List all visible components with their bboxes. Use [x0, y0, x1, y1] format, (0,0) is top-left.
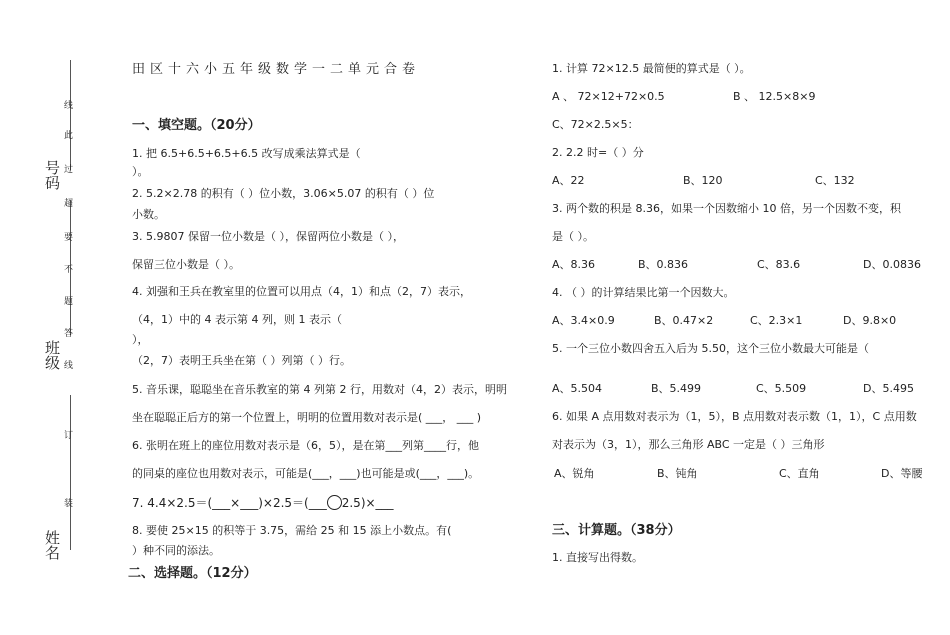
seal-char: 不 — [62, 264, 72, 273]
seal-char: 过 — [62, 164, 72, 173]
fill-q1: 1. 把 6.5+6.5+6.5+6.5 改写成乘法算式是（ — [132, 147, 361, 160]
fill-q3: 3. 5.9807 保留一位小数是（ ），保留两位小数是（ ）， — [132, 230, 404, 243]
calc-q1: 1. 直接写出得数。 — [552, 551, 643, 564]
fill-q4: 4. 刘强和王兵在教室里的位置可以用点（4，1）和点（2，7）表示， — [132, 285, 471, 298]
fill-q7 — [132, 494, 394, 511]
section-fill-blank-heading: 一、填空题。（20分） — [132, 118, 261, 133]
seal-char: 答 — [62, 328, 72, 337]
blank-circle-icon — [327, 495, 342, 510]
choice-q5-option: C、5.509 — [756, 382, 807, 395]
choice-q6-option: A、锐角 — [554, 467, 595, 480]
fill-q6-line2: 的同桌的座位也用数对表示，可能是(___，___)也可能是或(___，___)。 — [132, 467, 480, 480]
fill-q6: 6. 张明在班上的座位用数对表示是（6，5），是在第___列第____行，他 — [132, 439, 479, 452]
fill-q4-line3: ）， — [132, 333, 149, 346]
choice-q1-option-b: B 、 12.5×8×9 — [733, 90, 816, 103]
choice-q4: 4. （ ）的计算结果比第一个因数大。 — [552, 286, 735, 299]
choice-q4-option: B、0.47×2 — [654, 314, 714, 327]
fill-q3-end: 保留三位小数是（ ）。 — [132, 258, 240, 271]
choice-q4-option: C、2.3×1 — [750, 314, 803, 327]
choice-q4-option: D、9.8×0 — [843, 314, 897, 327]
student-name-label: 姓名 — [43, 530, 61, 560]
choice-q2-option: A、22 — [552, 174, 585, 187]
choice-q3-line2: 是（ ）。 — [552, 230, 594, 243]
choice-q5-option: B、5.499 — [651, 382, 702, 395]
choice-q2-option: B、120 — [683, 174, 723, 187]
seal-char: 题 — [62, 296, 72, 305]
choice-q3-option: A、8.36 — [552, 258, 596, 271]
choice-q6-option: D、等腰 — [881, 467, 923, 480]
choice-q3: 3. 两个数的积是 8.36，如果一个因数缩小 10 倍，另一个因数不变，积 — [552, 202, 901, 215]
seal-char: 超 — [62, 198, 72, 207]
binding-line-top — [70, 60, 71, 170]
binding-line-bottom — [70, 395, 71, 550]
choice-q1: 1. 计算 72×12.5 最简便的算式是（ ）。 — [552, 62, 751, 75]
choice-q6: 6. 如果 A 点用数对表示为（1，5），B 点用数对表示数（1，1），C 点用数 — [552, 410, 917, 423]
fill-q2: 2. 5.2×2.78 的积有（ ）位小数，3.06×5.07 的积有（ ）位 — [132, 187, 435, 200]
fill-q2-end: 小数。 — [132, 208, 165, 221]
choice-q6-line2: 对表示为（3，1），那么三角形 ABC 一定是（ ）三角形 — [552, 438, 825, 451]
seal-char: 要 — [62, 232, 72, 241]
choice-q6-option: B、钝角 — [657, 467, 698, 480]
choice-q1-option-c: C、72×2.5×5： — [552, 118, 639, 131]
choice-q5-option: D、5.495 — [863, 382, 914, 395]
seal-char: 线 — [62, 100, 72, 109]
fill-q5: 5. 音乐课，聪聪坐在音乐教室的第 4 列第 2 行，用数对（4，2）表示，明明 — [132, 383, 507, 396]
choice-q2: 2. 2.2 时=（ ）分 — [552, 146, 644, 159]
choice-q3-option: C、83.6 — [757, 258, 801, 271]
fill-q5-line2: 坐在聪聪正后方的第一个位置上，明明的位置用数对表示是( ___， ___ ) — [132, 411, 482, 424]
page-title: 田区十六小五年级数学一二单元合卷 — [132, 62, 421, 77]
fill-q1-end: ）。 — [132, 165, 149, 178]
choice-q5: 5. 一个三位小数四舍五入后为 5.50，这个三位小数最大可能是（ — [552, 342, 869, 355]
class-label: 班级 — [43, 340, 61, 370]
choice-q6-option: C、直角 — [779, 467, 820, 480]
seal-char: 订 — [62, 430, 72, 439]
section-calculation-heading: 三、计算题。（38分） — [552, 523, 681, 538]
fill-q8: 8. 要使 25×15 的积等于 3.75，需给 25 和 15 添上小数点。有( — [132, 524, 452, 537]
choice-q5-option: A、5.504 — [552, 382, 603, 395]
choice-q2-option: C、132 — [815, 174, 855, 187]
seal-char: 线 — [62, 360, 72, 369]
choice-q4-option: A、3.4×0.9 — [552, 314, 615, 327]
fill-q4-line2: （4，1）中的 4 表示第 4 列，则 1 表示（ — [132, 313, 342, 326]
choice-q3-option: D、0.0836 — [863, 258, 921, 271]
fill-q8-line2: ）种不同的添法。 — [132, 544, 220, 557]
section-choice-heading: 二、选择题。（12分） — [128, 566, 257, 581]
fill-q7-pre: 7. 4.4×2.5＝(___×___)×2.5＝(___ — [132, 496, 327, 510]
fill-q4-line4: （2，7）表明王兵坐在第（ ）列第（ ）行。 — [132, 354, 351, 367]
student-number-label: 号码 — [43, 160, 61, 190]
seal-char: 装 — [62, 498, 72, 507]
choice-q3-option: B、0.836 — [638, 258, 689, 271]
fill-q7-post: 2.5)×___ — [341, 496, 394, 510]
seal-char: 此 — [62, 130, 72, 139]
choice-q1-option-a: A 、 72×12+72×0.5 — [552, 90, 665, 103]
